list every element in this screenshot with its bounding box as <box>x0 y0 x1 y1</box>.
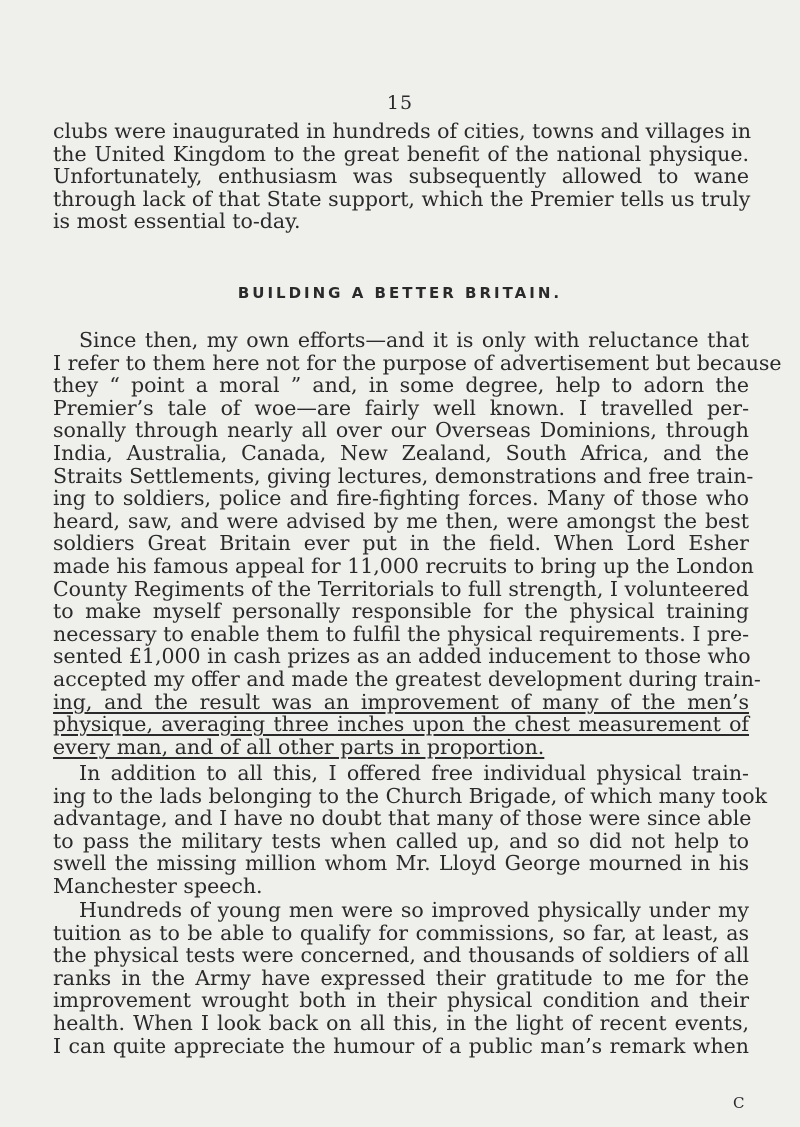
text-line: necessary to enable them to fulfil the physical requirements. I pre- <box>53 621 749 646</box>
paragraph-4 <box>53 899 749 1057</box>
text-line: heard, saw, and were advised by me then, were amongst the best <box>53 508 749 533</box>
text-line: Manchester speech. <box>53 873 263 898</box>
text-line: I can quite appreciate the humour of a public man’s remark when <box>53 1033 749 1058</box>
page-number: 15 <box>386 92 414 114</box>
text-line: accepted my offer and made the greatest development during train- <box>53 666 761 691</box>
paragraph-3 <box>53 761 767 898</box>
text-line: Straits Settlements, giving lectures, demonstrations and free train- <box>53 463 754 488</box>
text-line: health. When I look back on all this, in the light of recent events, <box>53 1010 749 1035</box>
text-line: sonally through nearly all over our Overseas Dominions, through <box>53 418 749 443</box>
text-line: Hundreds of young men were so improved physically under my <box>79 898 749 922</box>
text-line: I refer to them here not for the purpose of advertisement but because <box>53 350 782 375</box>
text-line: every man, and of all other parts in proportion. <box>53 734 545 759</box>
paragraph-2 <box>53 328 782 759</box>
text-line: India, Australia, Canada, New Zealand, South Africa, and the <box>53 440 749 465</box>
text-line: Since then, my own efforts—and it is only with reluctance that <box>79 328 749 352</box>
text-line: ing, and the result was an improvement of many of the men’s <box>53 689 749 714</box>
text-line: clubs were inaugurated in hundreds of cities, towns and villages in <box>53 119 752 143</box>
text-line: ing to the lads belonging to the Church Brigade, of which many took <box>53 783 767 808</box>
text-line: ing to soldiers, police and fire-fighting forces. Many of those who <box>53 486 749 511</box>
text-line: soldiers Great Britain ever put in the field. When Lord Esher <box>53 531 749 556</box>
text-line: ranks in the Army have expressed their gratitude to me for the <box>53 965 749 990</box>
paragraph-1 <box>53 119 752 234</box>
text-line: advantage, and I have no doubt that many of those were since able <box>53 806 752 831</box>
signature-mark: C <box>733 1094 745 1112</box>
text-line: In addition to all this, I offered free individual physical train- <box>79 761 749 785</box>
text-line: sented £1,000 in cash prizes as an added inducement to those who <box>53 644 751 669</box>
text-line: Unfortunately, enthusiasm was subsequently allowed to wane <box>53 164 749 189</box>
section-heading: BUILDING A BETTER BRITAIN. <box>237 284 563 302</box>
text-line: improvement wrought both in their physical condition and their <box>53 988 749 1013</box>
text-line: to pass the military tests when called up, and so did not help to <box>53 828 749 853</box>
text-line: to make myself personally responsible for the physical training <box>53 599 749 624</box>
text-line: the United Kingdom to the great benefit of the national physique. <box>53 141 749 166</box>
text-line: is most essential to-day. <box>53 209 301 234</box>
text-line: the physical tests were concerned, and thousands of soldiers of all <box>53 943 749 968</box>
text-line: physique, averaging three inches upon the chest measurement of <box>53 712 749 737</box>
text-line: swell the missing million whom Mr. Lloyd George mourned in his <box>53 851 749 876</box>
text-line: tuition as to be able to qualify for commissions, so far, at least, as <box>53 920 749 945</box>
text-line: through lack of that State support, which the Premier tells us truly <box>53 186 751 211</box>
text-line: County Regiments of the Territorials to full strength, I volunteered <box>53 576 749 601</box>
text-line: Premier’s tale of woe—are fairly well known. I travelled per- <box>53 395 749 420</box>
text-line: made his famous appeal for 11,000 recruits to bring up the London <box>53 553 754 578</box>
text-line: they “ point a moral ” and, in some degree, help to adorn the <box>53 373 749 398</box>
